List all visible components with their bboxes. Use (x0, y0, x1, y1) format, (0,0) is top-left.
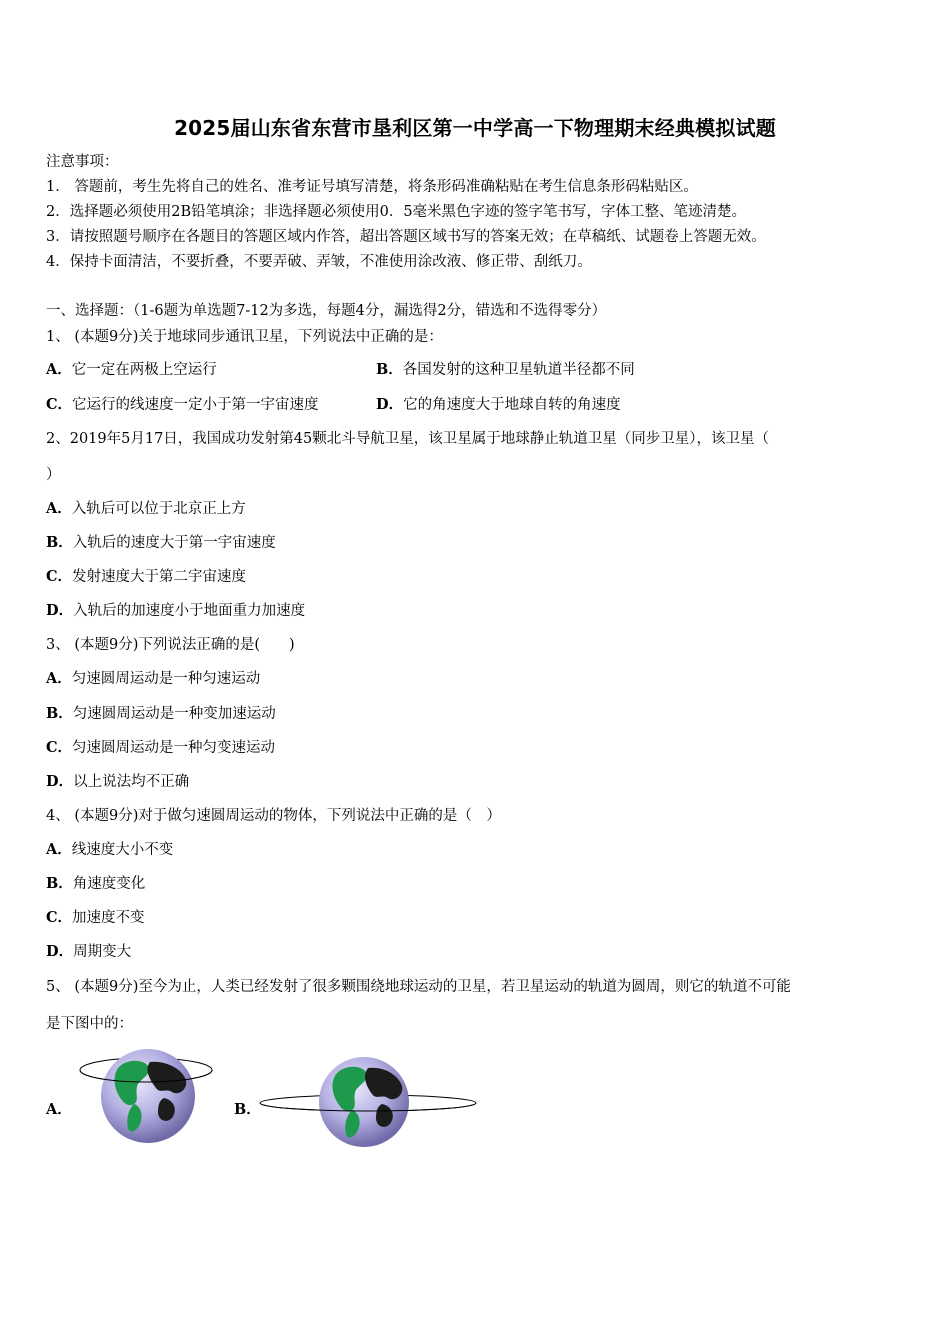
section-heading: 一、选择题：（1-6题为单选题7-12为多选，每题4分，漏选得2分，错选和不选得零分） (46, 303, 607, 319)
question-stem: 1、 (本题9分)关于地球同步通讯卫星，下列说法中正确的是： (46, 329, 443, 345)
page-title: 2025届山东省东营市垦利区第一中学高一下物理期末经典模拟试题 (174, 116, 776, 140)
question-stem-cont: 是下图中的： (46, 1016, 133, 1032)
notice-item: 4．保持卡面清洁，不要折叠，不要弄破、弄皱，不准使用涂改液、修正带、刮纸刀。 (46, 254, 592, 270)
globe-icon (101, 1049, 195, 1143)
question-option[interactable]: D．它的角速度大于地球自转的角速度 (376, 396, 621, 413)
question-option[interactable]: A．匀速圆周运动是一种匀速运动 (46, 670, 261, 687)
globe-orbit-option-a[interactable] (78, 1044, 218, 1144)
option-b-label[interactable]: B． (234, 1101, 261, 1118)
question-stem: 5、 (本题9分)至今为止，人类已经发射了很多颗围绕地球运动的卫星，若卫星运动的轨道为圆周，则它的轨道不可能 (46, 979, 791, 995)
question-option[interactable]: D．以上说法均不正确 (46, 773, 190, 790)
question-option[interactable]: A．它一定在两极上空运行 (46, 361, 217, 378)
question-option[interactable]: A．入轨后可以位于北京正上方 (46, 500, 246, 517)
question-option[interactable]: B．匀速圆周运动是一种变加速运动 (46, 705, 276, 722)
question-stem: 4、 (本题9分)对于做匀速圆周运动的物体，下列说法中正确的是（ ） (46, 808, 501, 824)
question-stem: 2、2019年5月17日，我国成功发射第45颗北斗导航卫星，该卫星属于地球静止轨道卫星（同步卫星），该卫星（ (46, 431, 769, 447)
question-option[interactable]: C．它运行的线速度一定小于第一宇宙速度 (46, 396, 319, 413)
question-option[interactable]: A．线速度大小不变 (46, 841, 174, 858)
option-a-label[interactable]: A． (46, 1101, 72, 1118)
globe-icon (319, 1057, 409, 1147)
question-option[interactable]: D．周期变大 (46, 943, 132, 960)
question-option[interactable]: B．入轨后的速度大于第一宇宙速度 (46, 534, 276, 551)
question-option[interactable]: B．角速度变化 (46, 875, 146, 892)
question-option[interactable]: B．各国发射的这种卫星轨道半径都不同 (376, 361, 635, 378)
question-stem-cont: ） (46, 467, 61, 483)
question-option[interactable]: D．入轨后的加速度小于地面重力加速度 (46, 602, 306, 619)
question-option[interactable]: C．加速度不变 (46, 909, 145, 926)
question-option[interactable]: C．匀速圆周运动是一种匀变速运动 (46, 739, 276, 756)
notice-item: 3．请按照题号顺序在各题目的答题区域内作答，超出答题区域书写的答案无效；在草稿纸、试题卷上答题无效。 (46, 229, 766, 245)
question-stem: 3、 (本题9分)下列说法正确的是( ) (46, 637, 295, 653)
notice-item: 2．选择题必须使用2B铅笔填涂；非选择题必须使用0．5毫米黑色字迹的签字笔书写，字体工整、笔迹清楚。 (46, 204, 747, 220)
notice-item: 1． 答题前，考生先将自己的姓名、准考证号填写清楚，将条形码准确粘贴在考生信息条形码粘贴区。 (46, 179, 698, 195)
question-option[interactable]: C．发射速度大于第二宇宙速度 (46, 568, 247, 585)
globe-orbit-option-b[interactable] (258, 1054, 482, 1154)
notice-heading: 注意事项： (46, 154, 119, 170)
